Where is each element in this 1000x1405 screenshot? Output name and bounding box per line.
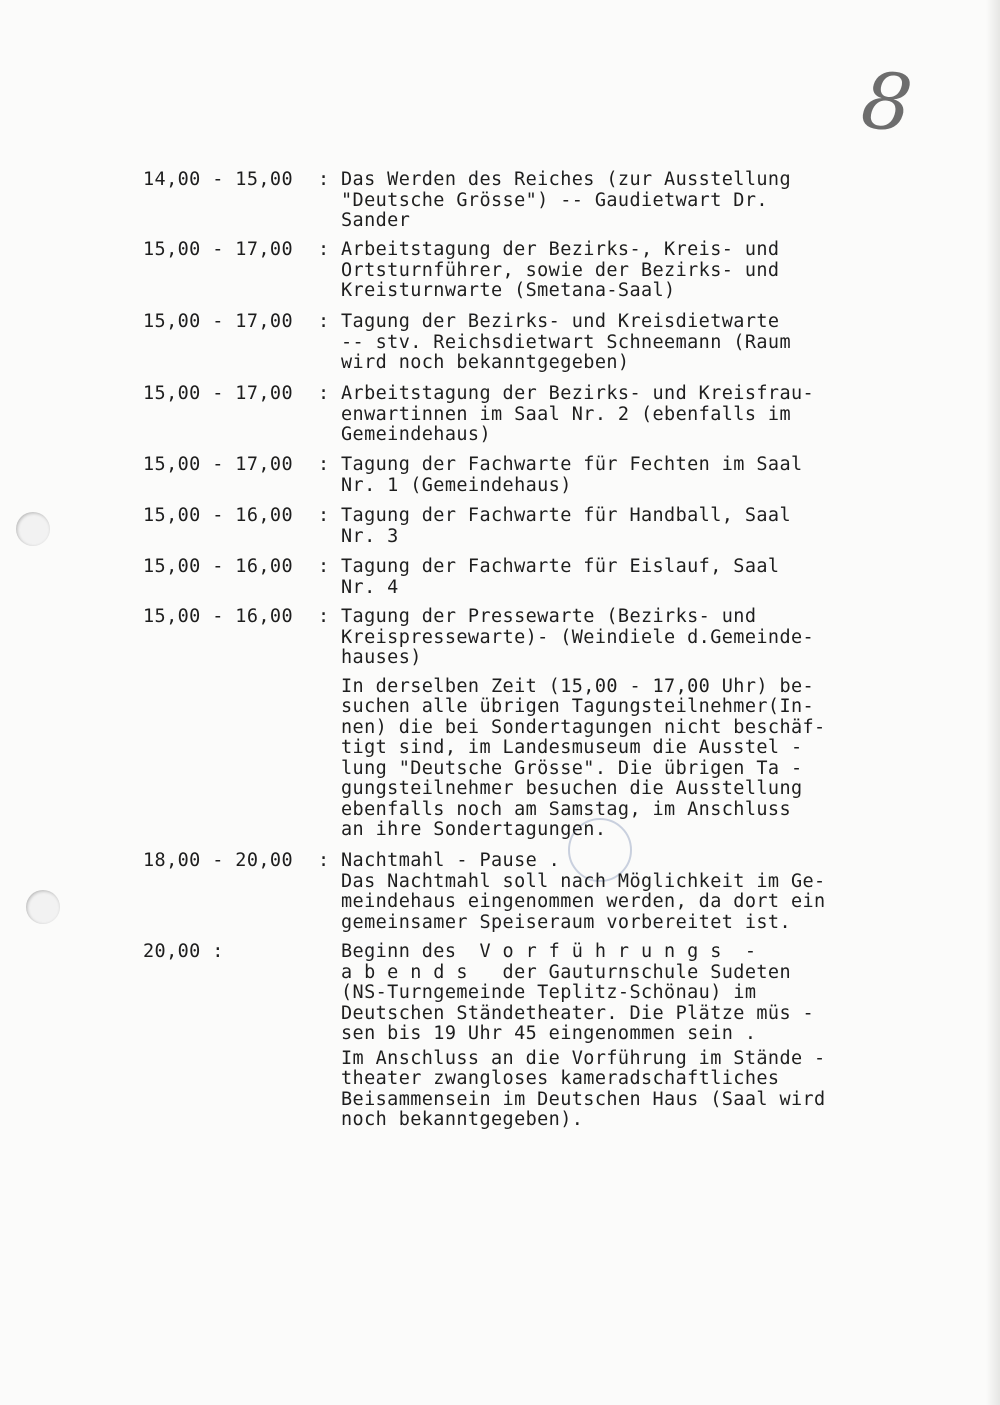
- note-line: Beisammensein im Deutschen Haus (Saal wird: [341, 1088, 826, 1110]
- entry-description: [341, 607, 881, 841]
- description-line: "Deutsche Grösse") -- Gaudietwart Dr.: [341, 189, 768, 211]
- entry-time: 15,00 - 17,00: [143, 311, 293, 332]
- description-line: gemeinsamer Speiseraum vorbereitet ist.: [341, 911, 791, 933]
- entry-colon: :: [318, 169, 330, 190]
- description-line: Tagung der Bezirks- und Kreisdietwarte: [341, 311, 780, 332]
- note-line: an ihre Sondertagungen.: [341, 819, 607, 840]
- description-line: enwartinnen im Saal Nr. 2 (ebenfalls im: [341, 403, 791, 425]
- description-line: Das Nachtmahl soll nach Möglichkeit im Ge-: [341, 870, 826, 892]
- entry-description: [341, 851, 881, 933]
- handwritten-page-number: 8: [857, 55, 917, 151]
- entry-time: 15,00 - 17,00: [143, 383, 293, 404]
- entry-time: 20,00 :: [143, 941, 224, 962]
- description-line: (NS-Turngemeinde Teplitz-Schönau) im: [341, 982, 757, 1003]
- note-line: Im Anschluss an die Vorführung im Stände -: [341, 1047, 826, 1069]
- description-line: Sander: [341, 210, 411, 231]
- description-line: sen bis 19 Uhr 45 eingenommen sein .: [341, 1023, 757, 1044]
- description-line: Arbeitstagung der Bezirks- und Kreisfrau-: [341, 383, 815, 404]
- entry-colon: :: [318, 606, 330, 627]
- note-line: ebenfalls noch am Samstag, im Anschluss: [341, 798, 791, 820]
- note-line: gungsteilnehmer besuchen die Ausstellung: [341, 778, 803, 799]
- description-line: meindehaus eingenommen werden, da dort ein: [341, 891, 826, 912]
- description-line: hauses): [341, 647, 422, 668]
- entry-time: 18,00 - 20,00: [143, 850, 293, 871]
- description-line: Deutschen Ständetheater. Die Plätze müs -: [341, 1002, 815, 1024]
- entry-time: 15,00 - 16,00: [143, 505, 293, 526]
- entry-description: [341, 170, 881, 232]
- description-line: Kreispressewarte)- (Weindiele d.Gemeinde-: [341, 626, 815, 648]
- description-line: Das Werden des Reiches (zur Ausstellung: [341, 169, 791, 190]
- entry-time: 15,00 - 17,00: [143, 454, 293, 475]
- entry-colon: :: [318, 383, 330, 404]
- description-line: Nr. 4: [341, 576, 399, 598]
- entry-description: [341, 506, 881, 547]
- entry-note: [341, 1049, 881, 1131]
- description-line: Nachtmahl - Pause .: [341, 850, 561, 871]
- entry-description: [341, 384, 881, 446]
- description-line: wird noch bekanntgegeben): [341, 352, 630, 373]
- entry-colon: :: [318, 311, 330, 332]
- description-line: a b e n d s der Gauturnschule Sudeten: [341, 961, 791, 983]
- description-line: Tagung der Fachwarte für Fechten im Saal: [341, 454, 803, 475]
- entry-time: 14,00 - 15,00: [143, 169, 293, 190]
- entry-description: [341, 455, 881, 496]
- entry-colon: :: [318, 239, 330, 260]
- note-line: In derselben Zeit (15,00 - 17,00 Uhr) be-: [341, 675, 815, 697]
- description-line: Tagung der Fachwarte für Handball, Saal: [341, 505, 791, 526]
- entry-note: [341, 677, 881, 841]
- description-line: Tagung der Pressewarte (Bezirks- und: [341, 606, 757, 627]
- note-line: nen) die bei Sondertagungen nicht beschäf-: [341, 716, 826, 738]
- note-line: suchen alle übrigen Tagungsteilnehmer(In-: [341, 696, 815, 717]
- note-line: tigt sind, im Landesmuseum die Ausstel -: [341, 737, 803, 758]
- description-line: Kreisturnwarte (Smetana-Saal): [341, 280, 676, 301]
- entry-description: [341, 557, 881, 598]
- description-line: Arbeitstagung der Bezirks-, Kreis- und: [341, 239, 780, 260]
- entry-description: [341, 312, 881, 374]
- entry-colon: :: [318, 505, 330, 526]
- description-line: Tagung der Fachwarte für Eislauf, Saal: [341, 556, 780, 577]
- entry-time: 15,00 - 16,00: [143, 606, 293, 627]
- entry-colon: :: [318, 850, 330, 871]
- entry-description: [341, 942, 881, 1131]
- note-line: lung "Deutsche Grösse". Die übrigen Ta -: [341, 757, 803, 779]
- note-line: noch bekanntgegeben).: [341, 1109, 584, 1130]
- entry-description: [341, 240, 881, 302]
- entry-time: 15,00 - 17,00: [143, 239, 293, 260]
- description-line: -- stv. Reichsdietwart Schneemann (Raum: [341, 331, 791, 353]
- description-line: Ortsturnführer, sowie der Bezirks- und: [341, 259, 780, 281]
- entry-colon: :: [318, 556, 330, 577]
- entry-time: 15,00 - 16,00: [143, 556, 293, 577]
- description-line: Beginn des V o r f ü h r u n g s -: [341, 941, 757, 962]
- entry-colon: :: [318, 454, 330, 475]
- description-line: Nr. 3: [341, 525, 399, 547]
- note-line: theater zwangloses kameradschaftliches: [341, 1068, 780, 1089]
- description-line: Gemeindehaus): [341, 424, 491, 445]
- description-line: Nr. 1 (Gemeindehaus): [341, 474, 572, 496]
